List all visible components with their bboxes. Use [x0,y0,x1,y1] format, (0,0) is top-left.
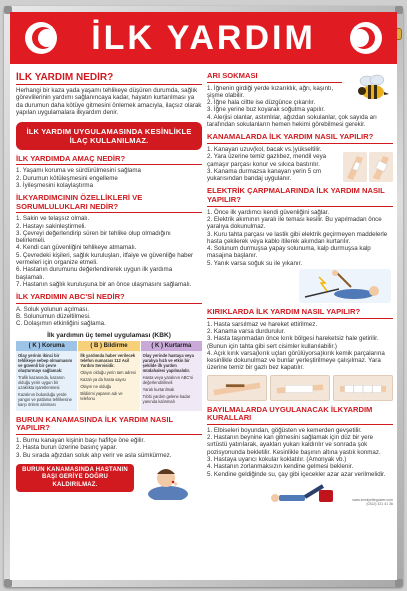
list-item: 4. Hastanın zorlanmaksızın kendine gelmesi beklenir. [207,463,354,471]
fractures-list [207,321,393,372]
kbk-header: ( K ) Kurtarma [141,341,202,351]
splint-step-1-icon [207,375,267,401]
section-title-aim: İLK YARDIMDA AMAÇ NEDİR? [16,153,126,163]
list-item: 2. Kanama varsa durdurulur. [207,327,286,335]
kbk-step: Trafik kazasında, kazanın olduğu yerin uygun bir uzaklıkta işaretlenmesi [18,374,65,390]
kbk-step: Olayın olduğu yerin tam adresi [80,369,136,375]
page-title: İLK YARDIM [91,19,316,57]
list-item: C. Dolaşımın etkinliğini sağlama. [16,320,106,328]
list-item: A. Soluk yolunun açılması. [16,305,89,313]
traits-list [16,215,202,288]
divider [207,143,393,144]
list-item: 7. Hastanın sağlık kuruluşuna bir an önce ulaşmasını sağlamalı. [16,280,192,288]
list-item: 2. Elektrik akımının yaralı ile teması kesilir. Bu yapılmadan önce yaralıya dokunulmaz. [207,215,382,231]
kbk-step: Bildirimi yapanın adı ve telefonu [80,390,123,401]
divider [16,84,202,85]
title-banner [10,12,397,64]
what-body: Herhangi bir kaza yada yaşamı tehlikeye düşüren durumda, sağlık görevlilerinin yardımı sağlanıncaya kadar, hayatın kurtarılması ya da durumun daha kötüye gitmesini önlemek amacıyla, ilaçsız olarak yapılan uygulamalara ilkyardım denir. [16,87,202,117]
list-item: 1. Hasta sarsılmaz ve hareket ettirilmez. [207,320,318,328]
list-item: 1. Yaşamı koruma ve sürdürülmesini sağlama [16,167,141,175]
aim-list [16,167,202,189]
kbk-step: Kazalı ya da hasta sayısı [80,376,126,382]
fainting-position-illustration-icon [267,480,337,504]
kbk-step: Yaralı kurtarılmalı [142,386,175,392]
list-item: 1. Elbiseleri boyundan, göğüsten ve kemerden gevşetilir. [207,426,362,434]
list-item: 1. Sakin ve telaşsız olmalı. [16,215,90,223]
list-item: 4. Kendi can güvenliğini tehlikeye atmamalı. [16,244,137,252]
red-crescent-icon [24,21,58,55]
list-item: 1. Kanayan uzuv(kol, bacak vs.)yükseltilir. [207,145,322,153]
kbk-step: Kazalının bulunduğu yerde yangın ve patlama tehlikesine karşı önlem alınması [18,391,72,407]
bee-list-cont [207,114,393,129]
list-item: 1. Burnu kanayan kişinin başı hafifçe öne eğilir. [16,436,145,444]
divider [207,318,393,319]
kbk-step: Hasta veya yaralının ABC'si değerlendirilmeli [142,374,194,385]
kbk-step: Tıbbi yardım gelene kadar yanında kalınmalı [142,393,191,404]
list-item: 3. Bu sırada ağızdan soluk alıp verir ve asla sümkürmez. [16,451,172,459]
list-item: 3. Hastaya uyarıcı kokular koklatılır. (Amonyak vb.) [207,456,347,464]
list-item: 3. İğne yerine buz koyarak soğutma yapılır. [207,106,325,114]
kbk-lead: Olay yerinin ikinci bir tehlikeye sebep olmamasını ve güvenli bir çevre oluşturmayı sağlamak: [18,352,73,373]
list-item: 5. Kendine geldiğinde su, çay gibi içecekler azar azar verilmelidir. [207,470,386,478]
kbk-kurtarma [141,341,202,411]
section-title-abc: İLK YARDIMIN ABC'Sİ NEDİR? [16,292,125,302]
divider [207,424,393,425]
bee-icon [353,72,393,104]
splint-step-2-icon [270,375,330,401]
list-item: 2. Hastanın beynine kan gitmesini sağlamak için düz bir yere sırtüstü yatırılarak, ayakları yukarı kaldırılır ve sonrada şok pozisyonunda bekletilir. Kesinlikle başının altına yastık konmaz. [207,434,381,456]
kbk-step: Olayın ne olduğu [80,383,112,389]
kbk-lead: Olay yerinde hastaya veya yaralıya hızlı ve etkin bir şekilde ilk yardım müdahalesi yapılmalıdır. [142,352,194,373]
list-item: 4. Alerjisi olanlar, astımlılar, ağızdan sokulanlar, çok sayıda arı tarafından sokulanların hemen hekimi görebilmesi gerekir. [207,113,377,129]
list-item: 1. Önce ilk yardımcı kendi güvenliğini sağlar. [207,208,330,216]
splint-step-3-icon [333,375,393,401]
frame-corner [4,579,12,587]
kbk-title: İlk yardımın üç temel uygulaması (KBK) [47,331,171,339]
list-item: 3. Kanama durmazsa kanayan yerin 5 cm yukarısından bandaj uygulanır. [207,167,322,183]
list-item: 4. Solunum durmuşsa yapay solunuma, kalp durmuşsa kalp masajına başlanır. [207,245,371,260]
nosebleed-illustration-icon [142,464,194,500]
section-title-fractures: KIRIKLARDA İLK YARDIM NASIL YAPILIR? [207,307,361,317]
list-item: 1. İğnenin girdiği yerde kızarıklık, ağrı, kaşıntı, şişme olabilir. [207,84,334,99]
list-item: 5. Yanık varsa soğuk su ile yıkanır. [207,259,303,267]
section-title-electric: ELEKTRİK ÇARPMALARINDA İLK YARDIM NASIL YAPILIR? [207,186,385,205]
divider [16,434,202,435]
kbk-body [16,351,77,411]
divider [16,164,202,165]
list-item: 3. İyileşmesini kolaylaştırma [16,181,94,189]
red-crescent-icon [349,21,383,55]
list-item: 3. Kuru tahta parçası ve lastik gibi elektrik geçirmeyen maddelerle hasta çekilerek veya kablo itilerek akımdan kurtarılır. [207,230,388,245]
divider [207,82,342,83]
kbk-koruma [16,341,77,411]
kbk-table [16,341,202,411]
left-column [16,72,202,577]
electric-shock-illustration-icon [299,269,391,303]
kbk-header: ( B ) Bildirme [78,341,139,351]
kbk-body [78,351,139,411]
list-item: 4. Açık kırık varsa(kırık uçları görülüyorsa)kırık kemik parçalarına kesinlikle dokunulmaz ve bunlar yerleştirilmeye çalışılmaz. Yara üzerine temiz bir gazlı bez kapatılır. [207,349,385,372]
section-title-traits: İLKYARDIMCININ ÖZELLİKLERİ VE SORUMLULUKLARI NEDİR? [16,193,143,211]
section-title-bleeding: KANAMALARDA İLK YARDIM NASIL YAPILIR? [207,132,374,142]
list-item: 3. Hasta taşınmadan önce kırık bölgesi hareketsiz hale getirilir. (Bunun için tahta gibi sert cisimler kullanılabilir.) [207,335,379,350]
list-item: 3. Çevreyi değerlendirip süren bir tehlike olup olmadığını belirlemeli. [16,229,171,245]
abc-list [16,306,202,328]
list-item: 5. Çevredeki kişileri, sağlık kuruluşları, itfaiye ve güvenliğe haber vermeleri için organize etmeli. [16,251,194,267]
divider [16,303,202,304]
bandage-arm-illustration-icon [343,152,393,182]
list-item: 2. Hastayı sakinleştirmeli. [16,222,87,230]
list-item: 2. Hasta burun üzerine basınç yapar. [16,444,118,452]
kbk-lead: İlk yardımda haber verilecek telefon numarası 112 Acil Yardım Servisidir. [80,352,136,368]
divider [16,212,202,213]
splint-illustrations [207,375,393,401]
divider [207,206,393,207]
section-title-what: İLK YARDIM NEDİR? [16,72,114,83]
electric-list [207,209,393,267]
kbk-bildirme [78,341,139,411]
first-aid-poster [10,12,397,580]
list-item: 2. Durumun kötüleşmesini engelleme [16,174,118,182]
list-item: 2. İğne hala ciltte ise düzgünce çıkarılır. [207,99,316,107]
footer-contact: www.emniyettegoster.com (0312) 321 41 36 [352,497,393,506]
no-drugs-warning: İLK YARDIM UYGULAMASINDA KESİNLİKLE İLAÇ KULLANILMAZ. [16,122,202,150]
nose-warning: BURUN KANAMASINDA HASTANIN BAŞI GERİYE DOĞRU KALDIRILMAZ. [16,464,134,492]
section-title-fainting: BAYILMALARDA UYGULANACAK İLKYARDIM KURALLARI [207,404,373,423]
list-item: B. Solunumun düzeltilmesi. [16,313,91,321]
list-item: 2. Yara üzerine temiz gazlıbez, mendil veya çamaşır parçası konur ve sıkıca bastırılır. [207,153,327,168]
right-column [207,72,393,577]
section-title-bee: ARI SOKMASI [207,72,258,80]
kbk-header: ( K ) Koruma [16,341,77,351]
list-item: 6. Hastanın durumunu değerlendirerek uygun ilk yardıma başlamalı. [16,266,173,281]
fainting-list [207,427,393,478]
kbk-body [141,351,202,411]
frame-corner [395,579,403,587]
section-title-nose: BURUN KANAMASINDA İLK YARDIM NASIL YAPILIR? [16,414,173,433]
nose-list [16,437,202,459]
